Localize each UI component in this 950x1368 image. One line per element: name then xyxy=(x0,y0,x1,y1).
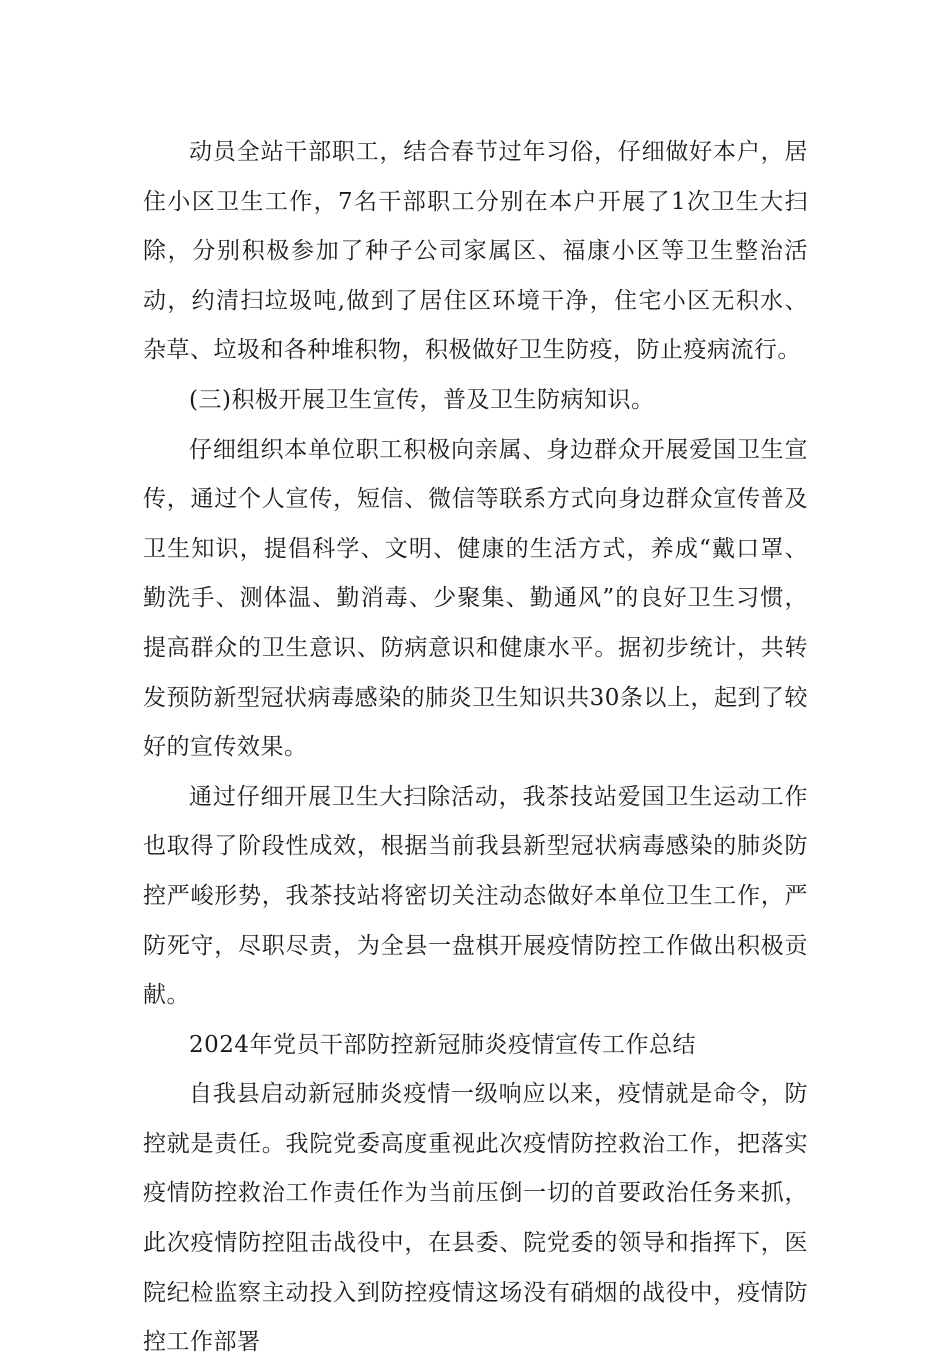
paragraph-results: 通过仔细开展卫生大扫除活动，我茶技站爱国卫生运动工作也取得了阶段性成效，根据当前我县新型冠状病毒感染的肺炎防控严峻形势，我茶技站将密切关注动态做好本单位卫生工作，严防死守，尽职尽责，为全县一盘棋开展疫情防控工作做出积极贡献。 xyxy=(143,783,808,1009)
section-heading-publicity: (三)积极开展卫生宣传，普及卫生防病知识。 xyxy=(189,386,655,413)
paragraph-household-cleanup: 动员全站干部职工，结合春节过年习俗，仔细做好本户，居住小区卫生工作，7名干部职工分别在本户开展了1次卫生大扫除，分别积极参加了种子公司家属区、福康小区等卫生整治活动，约清扫垃圾吨,做到了居住区环境干净，住宅小区无积水、杂草、垃圾和各种堆积物，积极做好卫生防疫，防止疫病流行。 xyxy=(143,139,808,364)
document-title-summary: 2024年党员干部防控新冠肺炎疫情宣传工作总结 xyxy=(189,1031,697,1058)
document-body xyxy=(143,128,808,1368)
paragraph-publicity: 仔细组织本单位职工积极向亲属、身边群众开展爱国卫生宣传，通过个人宣传，短信、微信等联系方式向身边群众宣传普及卫生知识，提倡科学、文明、健康的生活方式，养成“戴口罩、勤洗手、测体温、勤消毒、少聚集、勤通风”的良好卫生习惯，提高群众的卫生意识、防病意识和健康水平。据初步统计，共转发预防新型冠状病毒感染的肺炎卫生知识共30条以上，起到了较好的宣传效果。 xyxy=(143,436,808,761)
paragraph-epidemic-response: 自我县启动新冠肺炎疫情一级响应以来，疫情就是命令，防控就是责任。我院党委高度重视此次疫情防控救治工作，把落实疫情防控救治工作责任作为当前压倒一切的首要政治任务来抓，此次疫情防控阻击战役中，在县委、院党委的领导和指挥下，医院纪检监察主动投入到防控疫情这场没有硝烟的战役中，疫情防控工作部署 xyxy=(143,1081,808,1356)
